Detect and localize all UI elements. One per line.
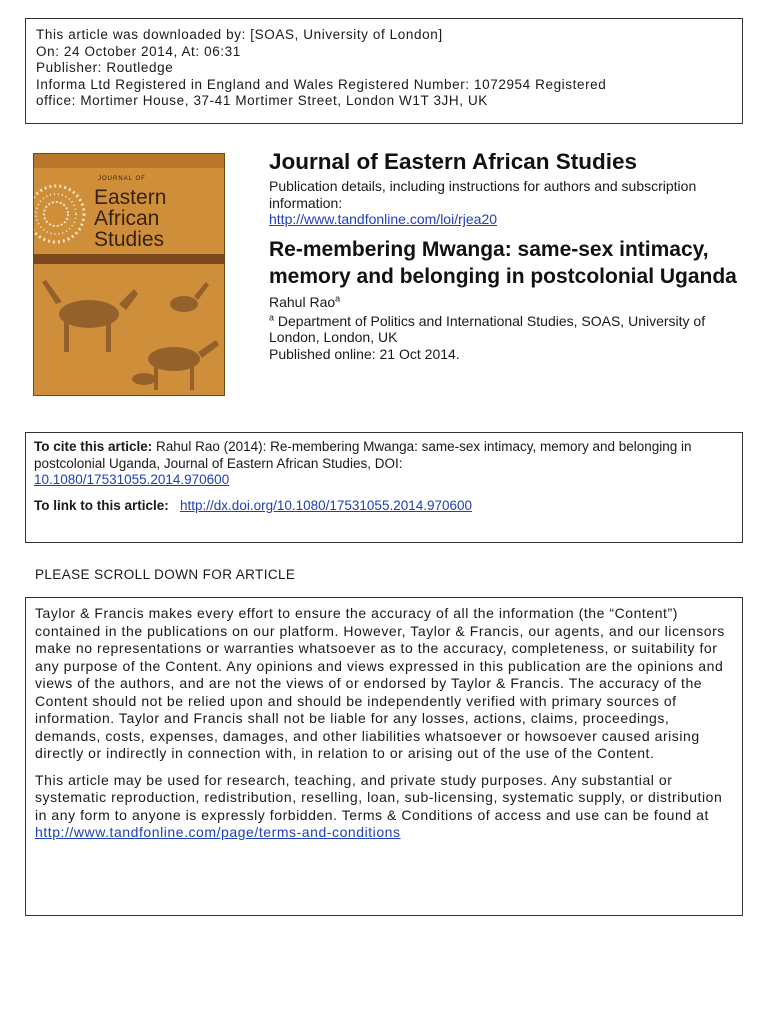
affiliation-superscript: a	[269, 311, 275, 322]
journal-title: Journal of Eastern African Studies	[269, 149, 637, 174]
terms-paragraph-text: This article may be used for research, teaching, and private study purposes. Any substantial or systematic reproduction, redistribution, reselling, loan, sub-licensing, systematic supply, or distribution in any form to anyone is expressly forbidden. Terms & Conditions of access and use can be found at	[35, 771, 723, 823]
doi-link[interactable]: 10.1080/17531055.2014.970600	[34, 472, 230, 487]
affiliation	[269, 313, 739, 363]
author-superscript: a	[335, 292, 341, 303]
cover-title-line: Eastern	[94, 186, 167, 209]
terms-paragraph	[35, 772, 733, 842]
published-date: Published online: 21 Oct 2014.	[269, 345, 460, 362]
journal-cover-image	[33, 153, 225, 396]
scroll-notice: PLEASE SCROLL DOWN FOR ARTICLE	[35, 567, 296, 582]
terms-paragraph: Taylor & Francis makes every effort to ensure the accuracy of all the information (the “Content”) contained in the publications on our platform. However, Taylor & Francis, our agents, and our licensors make no representations or warranties whatsoever as to the accuracy, completeness, or suitability for any purpose of the Content. Any opinions and views expressed in this publication are the opinions and views of the authors, and are not the views of or endorsed by Taylor & Francis. The accuracy of the Content should not be relied upon and should be independently verified with primary sources of information. Taylor and Francis shall not be liable for any losses, actions, claims, proceedings, demands, costs, expenses, damages, and other liabilities whatsoever or howsoever caused arising directly or indirectly in connection with, in relation to or arising out of the use of the Content.	[35, 605, 725, 761]
author	[269, 294, 739, 311]
terms-conditions-link[interactable]: http://www.tandfonline.com/page/terms-and-conditions	[35, 824, 401, 840]
cover-title-line: African	[94, 207, 160, 230]
download-line: Informa Ltd Registered in England and Wales Registered Number: 1072954 Registered	[36, 76, 607, 92]
article-doi-url-link[interactable]: http://dx.doi.org/10.1080/17531055.2014.970600	[180, 497, 473, 513]
terms-box	[25, 597, 743, 916]
article-metadata	[269, 148, 739, 362]
author-name: Rahul Rao	[269, 293, 336, 310]
citation	[34, 439, 734, 489]
cite-label: To cite this article:	[34, 439, 153, 454]
affiliation-text: Department of Politics and International Studies, SOAS, University of London, London, UK	[269, 312, 706, 345]
download-notice	[25, 18, 743, 124]
link-label: To link to this article:	[34, 497, 169, 513]
article-title: Re-membering Mwanga: same-sex intimacy, memory and belonging in postcolonial Uganda	[269, 237, 737, 288]
cover-artwork	[34, 154, 224, 395]
cover-top-text: JOURNAL OF	[98, 176, 146, 182]
cover-title-line: Studies	[94, 228, 165, 251]
publication-details	[269, 178, 739, 228]
download-line: This article was downloaded by: [SOAS, University of London]	[36, 27, 443, 42]
download-line: office: Mortimer House, 37-41 Mortimer Street, London W1T 3JH, UK	[36, 93, 488, 108]
cite-text: Rahul Rao (2014): Re-membering Mwanga: same-sex intimacy, memory and belonging in postcolonial Uganda, Journal of Eastern African Studies, DOI:	[34, 439, 692, 471]
download-line: On: 24 October 2014, At: 06:31	[36, 43, 241, 59]
publication-details-text: Publication details, including instructions for authors and subscription information:	[269, 178, 697, 211]
citation-box	[25, 432, 743, 543]
journal-url-link[interactable]: http://www.tandfonline.com/loi/rjea20	[269, 211, 498, 227]
article-link-line	[34, 498, 734, 515]
download-line: Publisher: Routledge	[36, 60, 174, 75]
